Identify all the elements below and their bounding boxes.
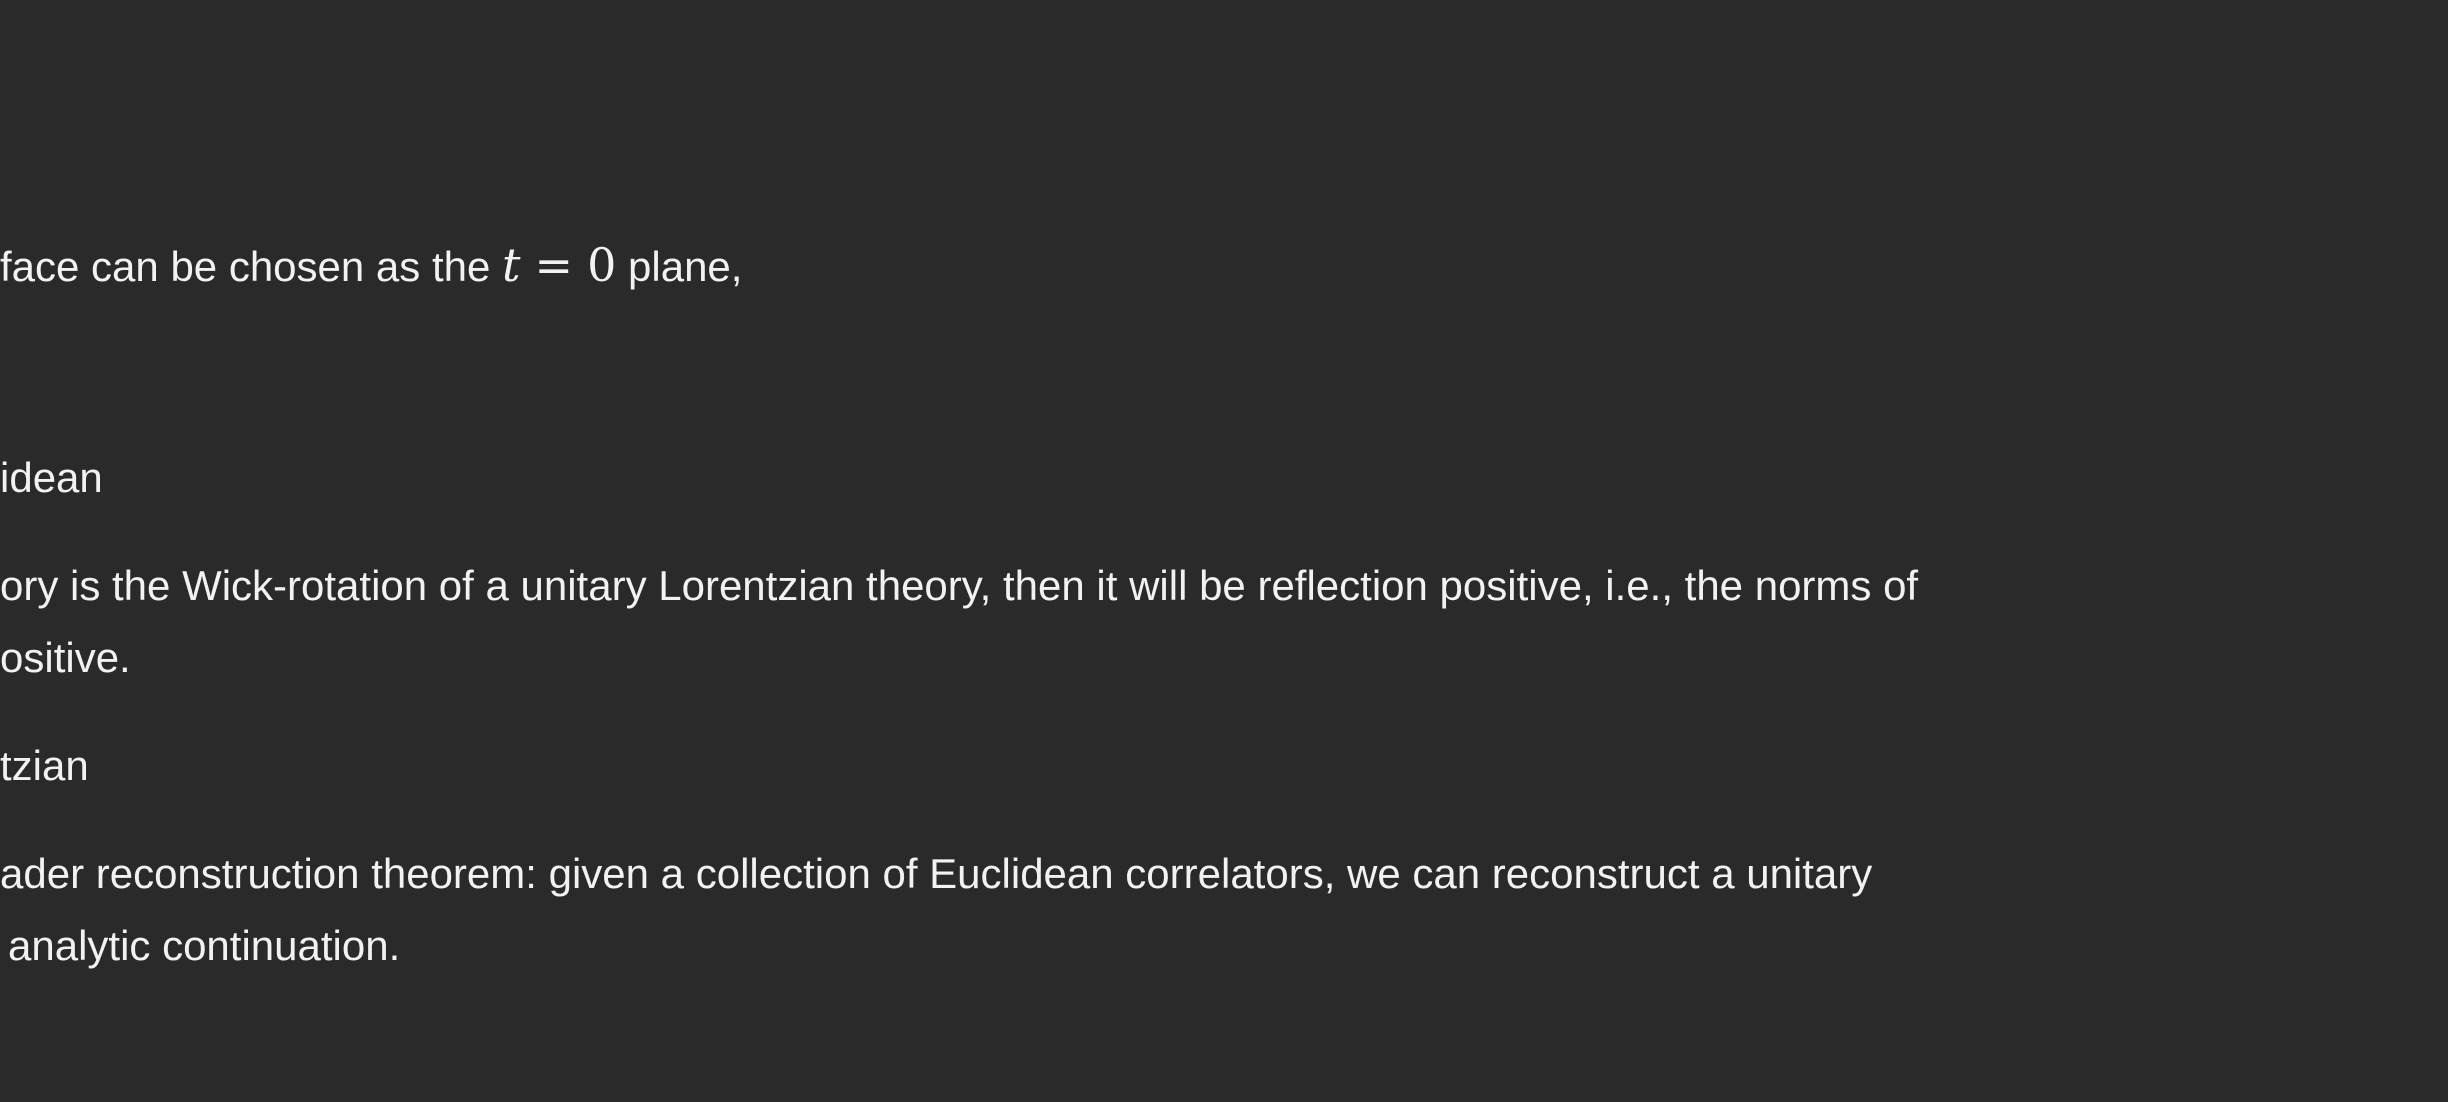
text-line-6: ader reconstruction theorem: given a collection of Euclidean correlators, we can reconstruct a unitary: [0, 850, 1873, 897]
math-expression: [502, 238, 616, 292]
text-fragment: plane,: [628, 243, 743, 290]
math-operator: =: [534, 238, 574, 292]
text-line-3: ory is the Wick-rotation of a unitary Lorentzian theory, then it will be reflection positive, i.e., the norms of: [0, 562, 1919, 609]
text-line-7: analytic continuation.: [8, 922, 401, 969]
math-variable: t: [502, 238, 521, 292]
text-line-1: [0, 238, 743, 292]
math-number: 0: [587, 238, 617, 292]
text-line-4: ositive.: [0, 634, 131, 681]
text-line-5: tzian: [0, 742, 89, 789]
text-fragment: face can be chosen as the: [0, 243, 491, 290]
text-line-2: idean: [0, 454, 103, 501]
